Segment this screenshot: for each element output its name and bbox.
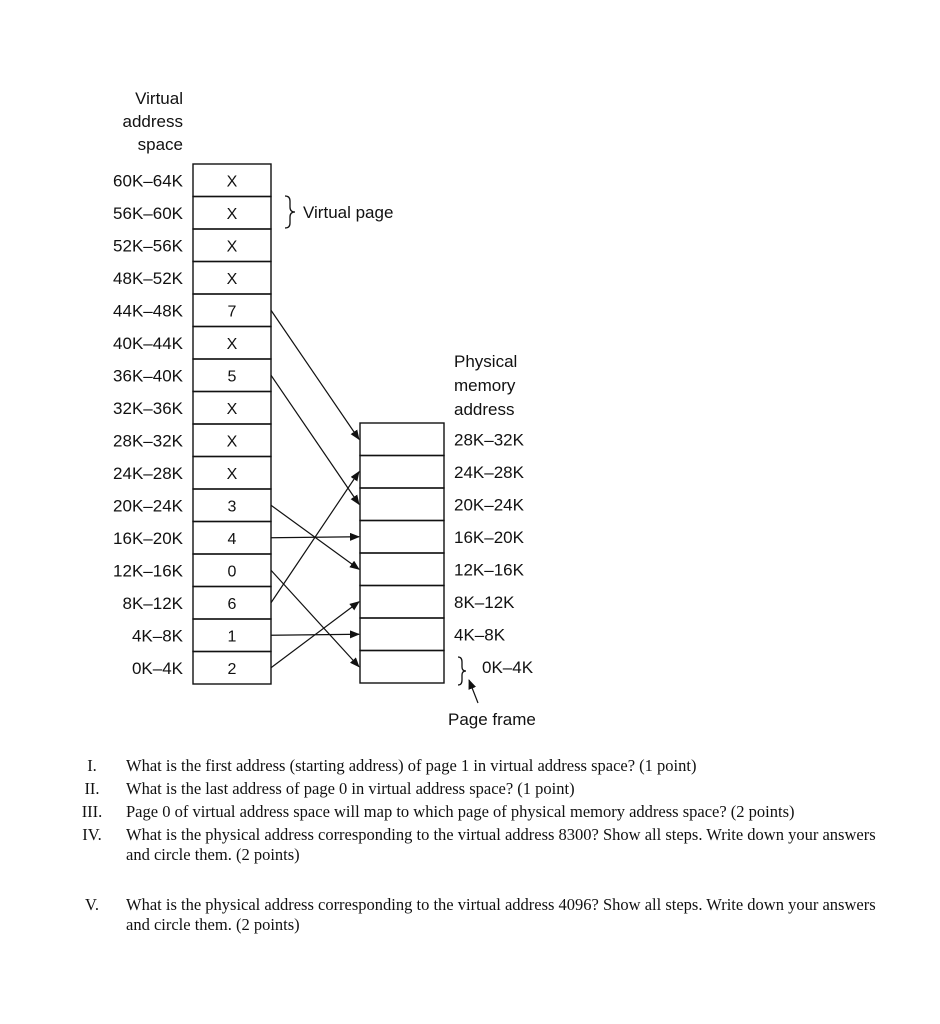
question-number: III.	[81, 802, 103, 821]
physical-frame-row	[360, 586, 515, 619]
virtual-page-range: 40K–44K	[113, 333, 183, 353]
virtual-title-line-1: Virtual	[135, 89, 183, 108]
physical-frame-row	[360, 456, 525, 489]
physical-frame-cell	[360, 488, 444, 521]
virtual-page-frame-number: 7	[227, 303, 237, 321]
question-list	[58, 756, 898, 938]
mapping-arrow	[271, 375, 359, 504]
virtual-page-frame-number: 2	[227, 660, 237, 678]
virtual-page-frame-number: X	[226, 173, 238, 191]
question-number: V.	[85, 895, 99, 914]
physical-title-line-1: Physical	[454, 352, 518, 371]
question-text: What is the physical address corresponding to the virtual address 4096? Show all steps. Write down your answers and circle them. (2 points)	[126, 895, 876, 934]
virtual-page-range: 56K–60K	[113, 203, 183, 223]
physical-frame-range: 24K–28K	[454, 462, 524, 482]
question-item	[58, 779, 898, 799]
physical-frame-range: 0K–4K	[482, 657, 534, 677]
virtual-page-range: 48K–52K	[113, 268, 183, 288]
physical-frame-row	[360, 618, 506, 651]
physical-frame-cell	[360, 553, 444, 586]
virtual-page-frame-number: X	[226, 400, 238, 418]
virtual-page-frame-number: 4	[227, 530, 237, 548]
virtual-title-line-2: address	[122, 112, 183, 131]
question-item	[58, 825, 898, 865]
question-item	[58, 756, 898, 776]
virtual-page-brace	[285, 196, 295, 228]
question-text: What is the last address of page 0 in virtual address space? (1 point)	[126, 779, 575, 798]
physical-title-line-3: address	[454, 400, 515, 419]
virtual-page-row	[113, 262, 271, 295]
virtual-page-range: 44K–48K	[113, 301, 183, 321]
physical-frame-cell	[360, 618, 444, 651]
physical-frame-cell	[360, 651, 444, 684]
question-text: What is the physical address corresponding to the virtual address 8300? Show all steps. Write down your answers and circle them. (2 points)	[126, 825, 876, 864]
page-frame-brace	[458, 657, 466, 685]
virtual-page-label: Virtual page	[303, 203, 394, 222]
question-item	[58, 895, 898, 935]
virtual-page-range: 60K–64K	[113, 171, 183, 191]
virtual-page-range: 0K–4K	[131, 658, 183, 678]
virtual-page-row	[113, 392, 271, 425]
virtual-page-range: 36K–40K	[113, 366, 183, 386]
physical-frame-cell	[360, 521, 444, 554]
virtual-page-range: 4K–8K	[131, 626, 183, 646]
virtual-page-frame-number: X	[226, 335, 238, 353]
physical-frame-range: 20K–24K	[454, 495, 524, 515]
virtual-page-row	[123, 587, 272, 620]
physical-frame-row	[360, 651, 534, 684]
virtual-page-row	[113, 197, 271, 230]
question-text: Page 0 of virtual address space will map to which page of physical memory address space? (2 points)	[126, 802, 795, 821]
virtual-page-frame-number: X	[226, 433, 238, 451]
question-number: I.	[87, 756, 97, 775]
physical-frame-range: 4K–8K	[454, 625, 506, 645]
virtual-page-frame-number: 5	[227, 368, 237, 386]
virtual-page-row	[113, 359, 271, 392]
virtual-page-range: 32K–36K	[113, 398, 183, 418]
question-number: II.	[84, 779, 100, 798]
physical-frame-cell	[360, 456, 444, 489]
physical-frame-row	[360, 488, 525, 521]
virtual-page-row	[113, 327, 271, 360]
virtual-page-row	[113, 229, 271, 262]
page-frame-label: Page frame	[448, 710, 536, 729]
virtual-page-frame-number: 6	[227, 595, 237, 613]
physical-frame-row	[360, 553, 525, 586]
virtual-page-row	[132, 652, 271, 685]
physical-frame-table	[360, 423, 534, 683]
virtual-page-row	[113, 424, 271, 457]
virtual-page-frame-number: X	[226, 238, 238, 256]
question-number: IV.	[82, 825, 102, 844]
virtual-page-frame-number: 0	[227, 563, 237, 581]
virtual-page-range: 52K–56K	[113, 236, 183, 256]
virtual-page-row	[113, 457, 271, 490]
virtual-page-range: 24K–28K	[113, 463, 183, 483]
physical-frame-row	[360, 423, 525, 456]
virtual-page-row	[113, 554, 271, 587]
virtual-page-row	[113, 489, 271, 522]
virtual-page-frame-number: 3	[227, 498, 237, 516]
question-text: What is the first address (starting address) of page 1 in virtual address space? (1 point)	[126, 756, 697, 775]
virtual-page-range: 12K–16K	[113, 561, 183, 581]
question-item	[58, 802, 898, 822]
mapping-arrow	[271, 570, 359, 667]
virtual-page-row	[132, 619, 271, 652]
virtual-page-frame-number: X	[226, 205, 238, 223]
mapping-arrows	[271, 310, 359, 668]
physical-frame-cell	[360, 423, 444, 456]
page-frame-pointer	[469, 680, 478, 703]
physical-frame-range: 12K–16K	[454, 560, 524, 580]
physical-frame-range: 8K–12K	[454, 592, 515, 612]
virtual-page-frame-number: 1	[227, 628, 237, 646]
physical-title-line-2: memory	[454, 376, 516, 395]
mapping-arrow	[271, 310, 359, 439]
virtual-page-frame-number: X	[226, 270, 238, 288]
physical-frame-range: 28K–32K	[454, 430, 524, 450]
physical-frame-row	[360, 521, 525, 554]
virtual-page-range: 20K–24K	[113, 496, 183, 516]
virtual-page-row	[113, 164, 271, 197]
virtual-title-line-3: space	[137, 135, 183, 154]
virtual-page-row	[113, 294, 271, 327]
virtual-page-range: 16K–20K	[113, 528, 183, 548]
virtual-page-table	[113, 164, 271, 684]
virtual-page-frame-number: X	[226, 465, 238, 483]
physical-frame-range: 16K–20K	[454, 527, 524, 547]
virtual-page-row	[113, 522, 271, 555]
virtual-page-range: 8K–12K	[122, 593, 183, 613]
virtual-page-range: 28K–32K	[113, 431, 183, 451]
physical-frame-cell	[360, 586, 444, 619]
